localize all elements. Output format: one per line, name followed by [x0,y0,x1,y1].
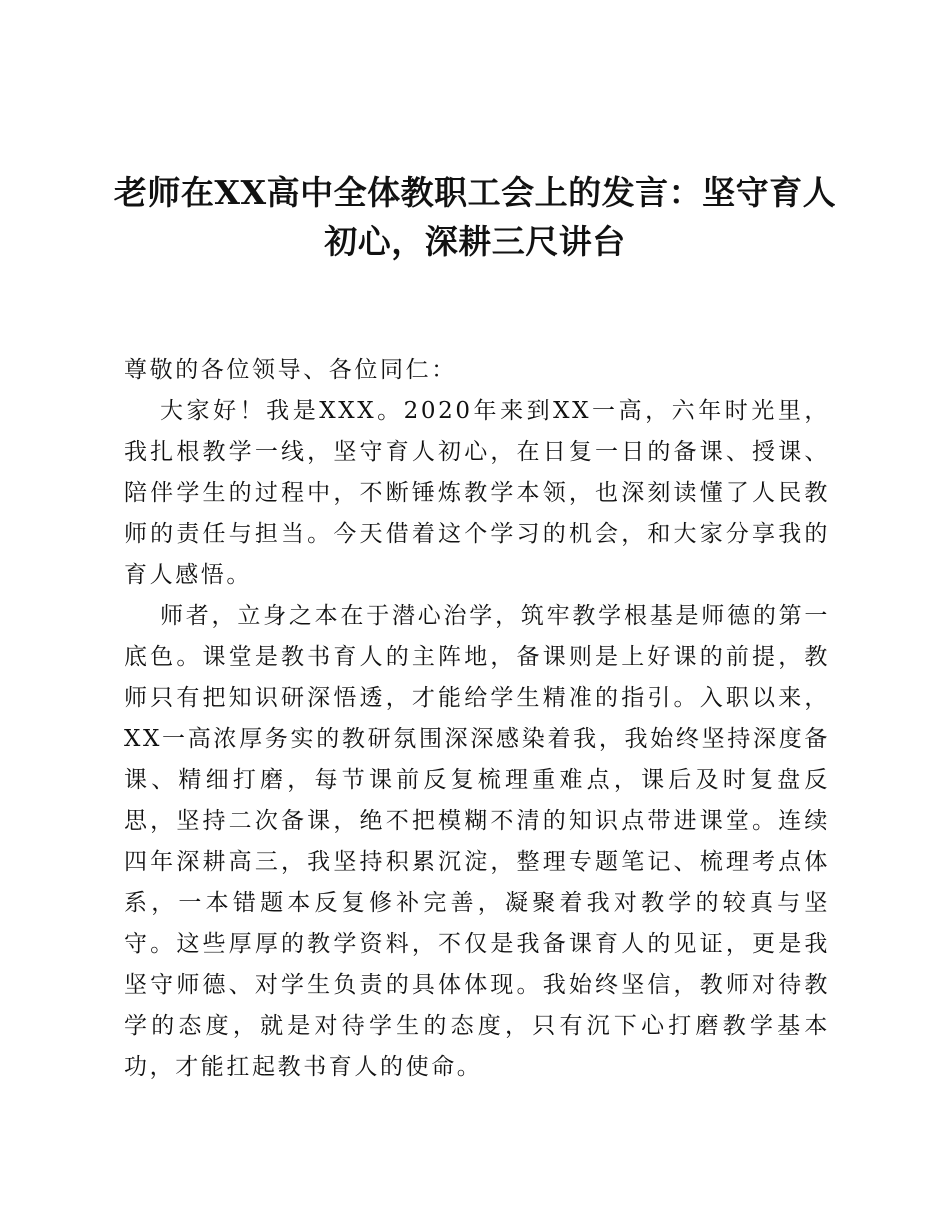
document-title: 老师在XX高中全体教职工会上的发言：坚守育人初心，深耕三尺讲台 [113,173,837,261]
paragraph: 师者，立身之本在于潜心治学，筑牢教学根基是师德的第一底色。课堂是教书育人的主阵地，备课则是上好课的前提，教师只有把知识研深悟透，才能给学生精准的指引。入职以来，XX一高浓厚务实的教研氛围深深感染着我，我始终坚持深度备课、精细打磨，每节课前反复梳理重难点，课后及时复盘反思，坚持二次备课，绝不把模糊不清的知识点带进课堂。连续四年深耕高三，我坚持积累沉淀，整理专题笔记、梳理考点体系，一本错题本反复修补完善，凝聚着我对教学的较真与坚守。这些厚厚的教学资料，不仅是我备课育人的见证，更是我坚守师德、对学生负责的具体体现。我始终坚信，教师对待教学的态度，就是对待学生的态度，只有沉下心打磨教学基本功，才能扛起教书育人的使命。 [124,603,830,1080]
salutation: 尊敬的各位领导、各位同仁： [124,357,457,383]
document-body [124,350,830,1088]
paragraph: 大家好！我是XXX。2020年来到XX一高，六年时光里，我扎根教学一线，坚守育人初心，在日复一日的备课、授课、陪伴学生的过程中，不断锤炼教学本领，也深刻读懂了人民教师的责任与担当。今天借着这个学习的机会，和大家分享我的育人感悟。 [124,398,830,588]
